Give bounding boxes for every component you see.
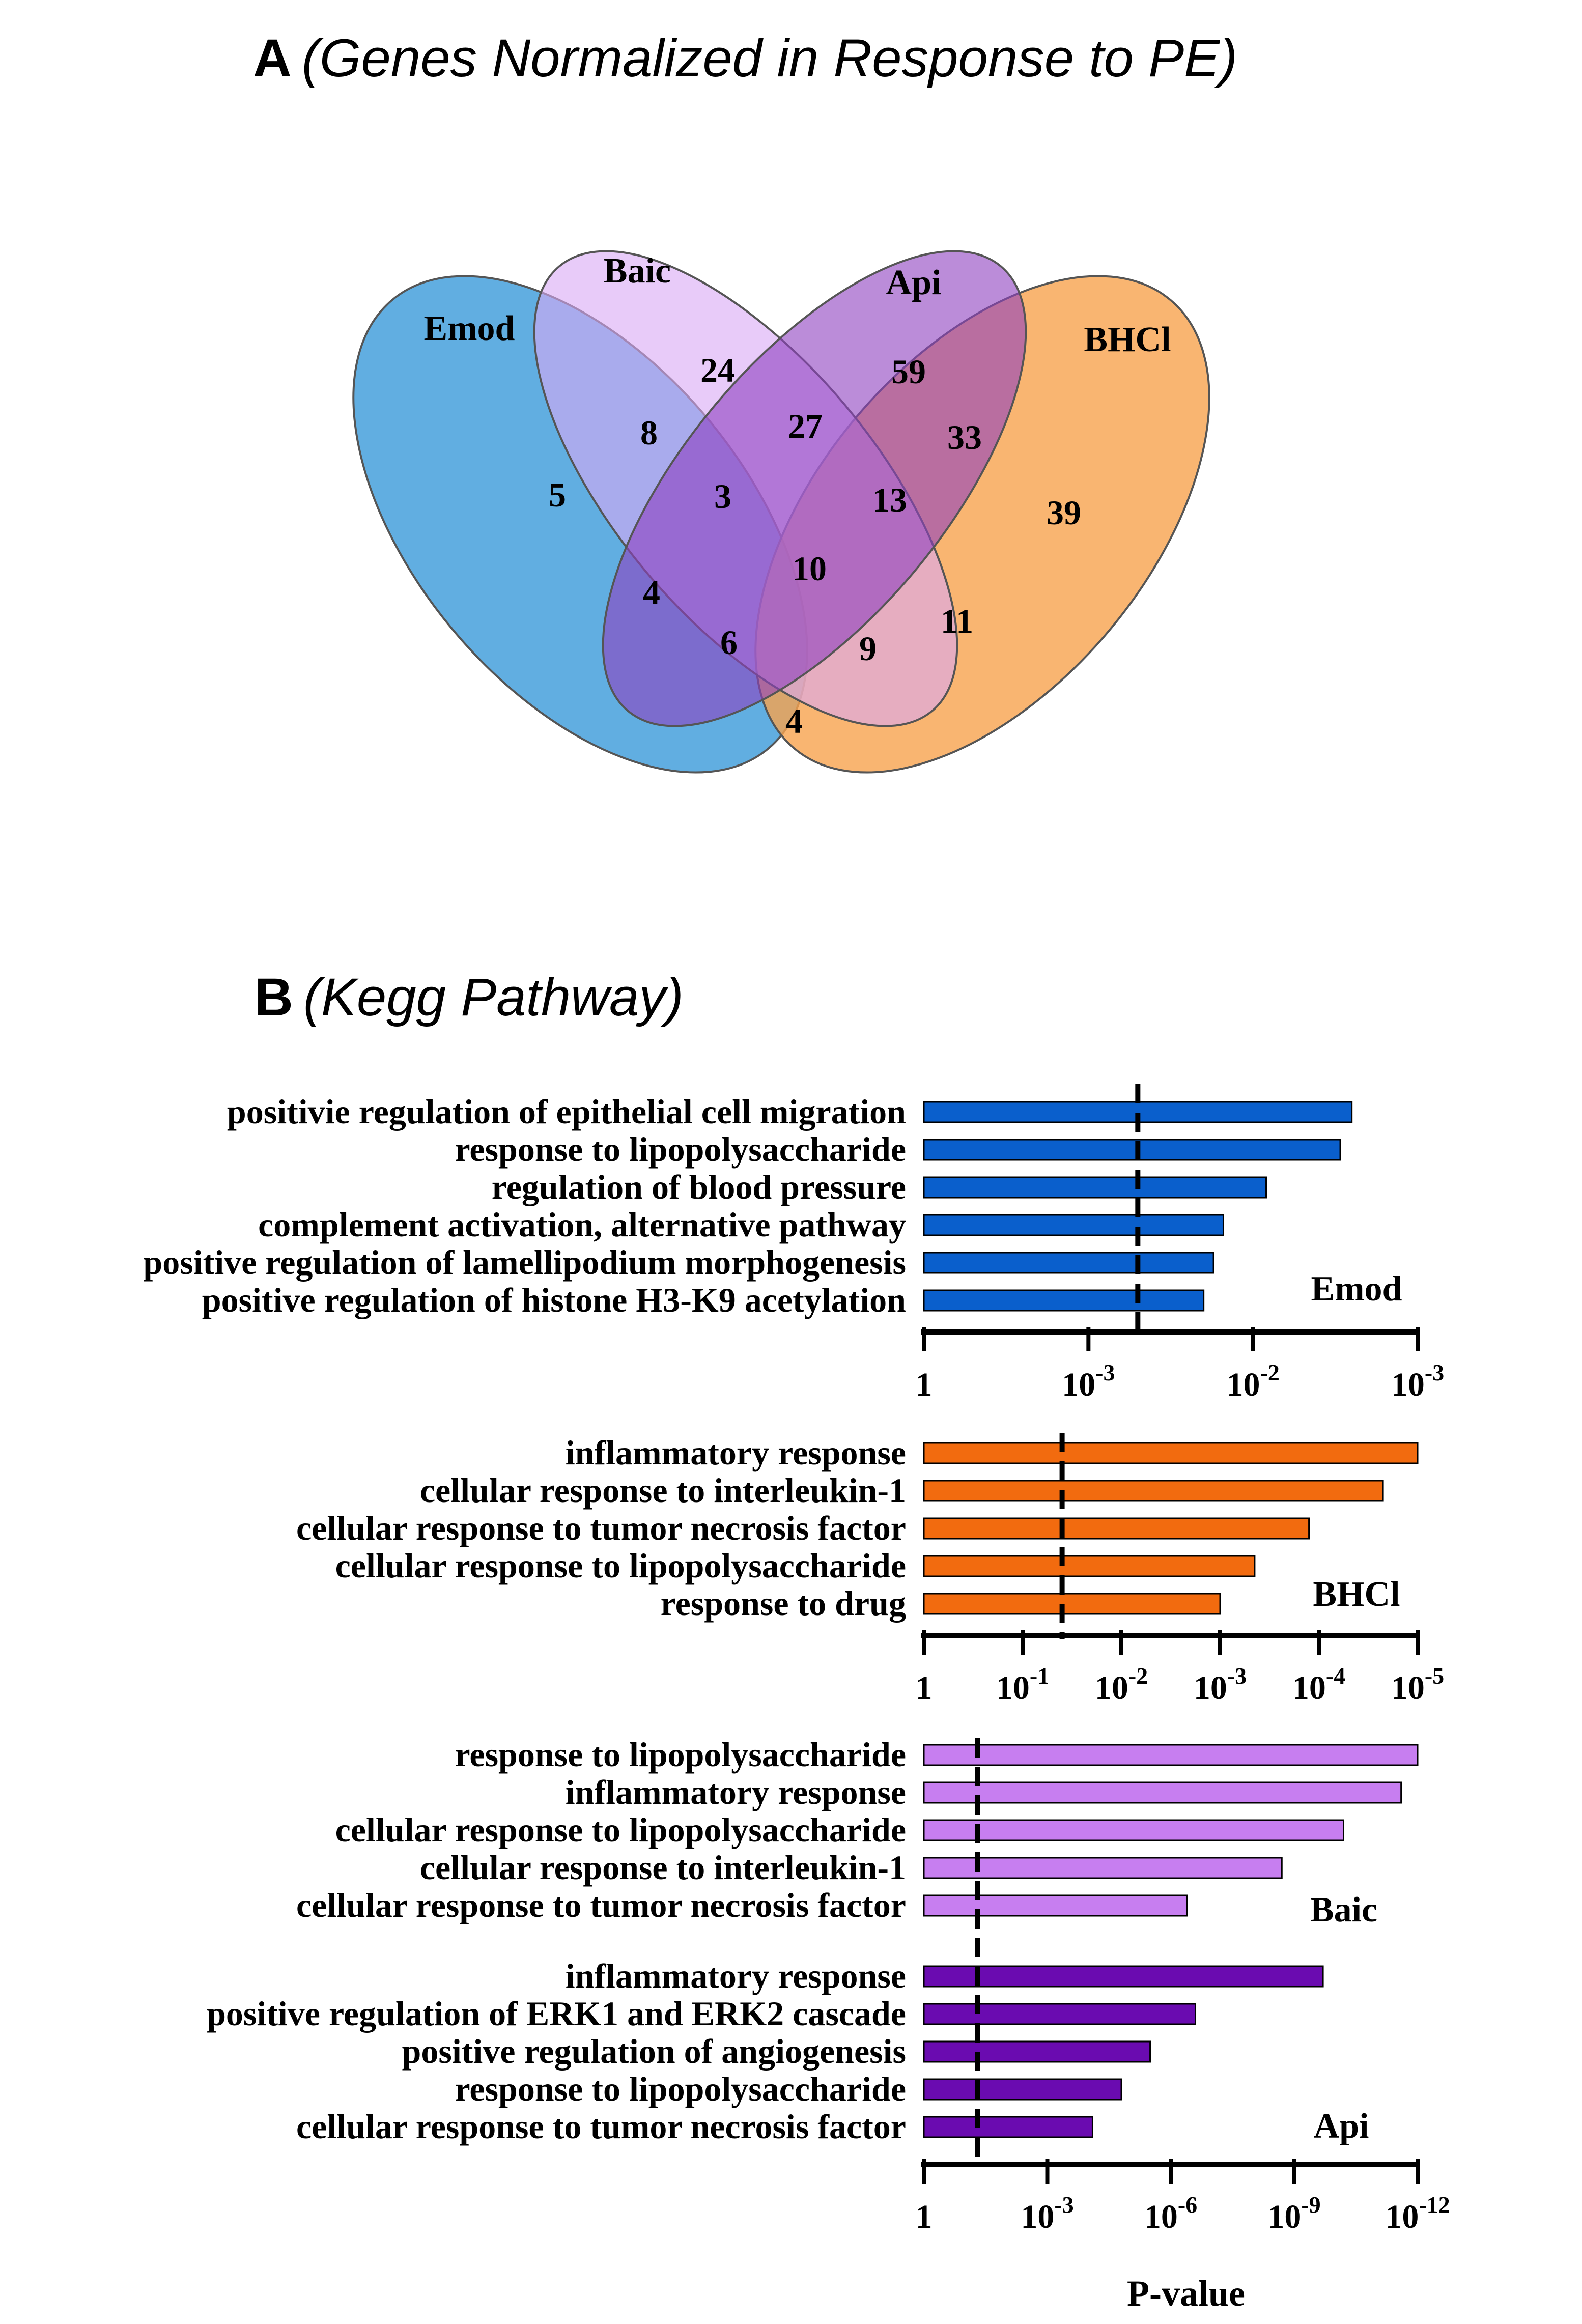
bar-category-label: response to drug — [660, 1584, 906, 1623]
x-tick-label: $10^{-9}$ — [1267, 2192, 1321, 2235]
bar — [924, 1966, 1323, 1987]
venn-label-api: Api — [886, 263, 942, 302]
kegg-bar-charts — [143, 1084, 1450, 2314]
venn-count-emod: 5 — [549, 475, 566, 514]
x-axis-api — [916, 2159, 1450, 2235]
venn-count-emod-baic: 8 — [640, 413, 658, 452]
group-label-api: Api — [1313, 2107, 1369, 2146]
bar-category-label: complement activation, alternative pathway — [258, 1205, 906, 1244]
bar-category-label: positive regulation of lamellipodium morphogenesis — [143, 1243, 906, 1282]
venn-count-emod-baic-api: 3 — [714, 477, 731, 516]
panel-a-subtitle: (Genes Normalized in Response to PE) — [301, 29, 1238, 88]
bar-category-label: cellular response to tumor necrosis factor — [296, 2107, 906, 2146]
bar — [924, 1253, 1213, 1273]
venn-count-baic: 24 — [700, 351, 735, 389]
x-axis-bhcl — [916, 1630, 1445, 1707]
bar — [924, 1782, 1401, 1803]
bar — [924, 1820, 1344, 1840]
x-tick-label: 1 — [915, 2198, 933, 2235]
bar — [924, 2042, 1150, 2062]
bar-category-label: positive regulation of histone H3-K9 acetylation — [202, 1281, 906, 1319]
group-label-emod: Emod — [1311, 1269, 1402, 1309]
bar-category-label: response to lipopolysaccharide — [455, 1735, 906, 1774]
bar-category-label: cellular response to tumor necrosis factor — [296, 1509, 906, 1547]
x-tick-label: $10^{-12}$ — [1385, 2192, 1450, 2235]
bar — [924, 1140, 1340, 1160]
bar-category-label: response to lipopolysaccharide — [455, 2070, 906, 2108]
venn-count-api-bhcl: 33 — [947, 418, 982, 457]
panel-b-letter: B — [255, 968, 293, 1027]
x-tick-label: $10^{-2}$ — [1094, 1663, 1148, 1707]
venn-label-bhcl: BHCl — [1084, 320, 1171, 359]
bar — [924, 1290, 1204, 1311]
venn-diagram — [265, 183, 1297, 855]
x-tick-label: $10^{-5}$ — [1391, 1663, 1445, 1707]
bar-chart-bhcl — [296, 1433, 1418, 1623]
x-tick-label: $10^{-1}$ — [996, 1663, 1050, 1707]
bar — [924, 1518, 1309, 1539]
x-tick-label: $10^{-3}$ — [1062, 1359, 1115, 1403]
bar-chart-api — [207, 1957, 1369, 2146]
venn-count-emod-api: 4 — [643, 573, 660, 612]
panel-b-subtitle: (Kegg Pathway) — [303, 968, 684, 1027]
bar-category-label: inflammatory response — [565, 1433, 906, 1472]
x-tick-label: $10^{-2}$ — [1226, 1359, 1280, 1403]
bar-chart-baic — [296, 1735, 1418, 1930]
bar-category-label: regulation of blood pressure — [491, 1168, 906, 1206]
panel-a-title — [253, 29, 1237, 88]
x-tick-label: 1 — [915, 1366, 933, 1403]
bar — [924, 1745, 1418, 1765]
bar-category-label: inflammatory response — [565, 1773, 906, 1811]
bar — [924, 2117, 1092, 2137]
x-axis-emod — [916, 1327, 1445, 1403]
bar-category-label: response to lipopolysaccharide — [455, 1130, 906, 1169]
venn-count-emod-api-bhcl: 6 — [720, 623, 738, 662]
x-tick-label: $10^{-3}$ — [1391, 1359, 1445, 1403]
bar-category-label: cellular response to tumor necrosis factor — [296, 1886, 906, 1924]
panel-a-letter: A — [253, 29, 292, 88]
x-tick-label: $10^{-4}$ — [1292, 1663, 1346, 1707]
bar — [924, 1594, 1220, 1614]
bar-category-label: cellular response to lipopolysaccharide — [335, 1810, 906, 1849]
bar-category-label: positivie regulation of epithelial cell migration — [227, 1092, 906, 1131]
venn-count-api: 59 — [891, 352, 926, 391]
bar — [924, 1481, 1383, 1501]
venn-label-emod: Emod — [423, 309, 515, 348]
x-axis-title: P-value — [1127, 2273, 1245, 2314]
venn-count-all: 10 — [792, 549, 827, 588]
panel-b-title — [255, 968, 684, 1027]
bar-category-label: cellular response to interleukin-1 — [419, 1848, 906, 1887]
venn-count-emod-baic-bhcl: 9 — [859, 629, 877, 668]
bar — [924, 1895, 1187, 1916]
bar — [924, 1215, 1223, 1235]
venn-count-baic-bhcl: 11 — [940, 602, 974, 640]
venn-label-baic: Baic — [603, 251, 671, 291]
group-label-bhcl: BHCl — [1313, 1575, 1400, 1614]
venn-count-baic-api: 27 — [788, 407, 823, 445]
group-label-baic: Baic — [1310, 1890, 1378, 1930]
x-tick-label: $10^{-3}$ — [1193, 1663, 1247, 1707]
bar — [924, 1177, 1266, 1198]
bar-chart-emod — [143, 1092, 1402, 1319]
venn-count-baic-api-bhcl: 13 — [872, 480, 907, 519]
bar-category-label: cellular response to lipopolysaccharide — [335, 1546, 906, 1585]
bar — [924, 1556, 1255, 1576]
bar-category-label: cellular response to interleukin-1 — [419, 1471, 906, 1510]
venn-count-bhcl: 39 — [1047, 493, 1081, 532]
bar — [924, 1443, 1418, 1463]
bar — [924, 2004, 1196, 2024]
x-tick-label: 1 — [915, 1669, 933, 1707]
x-tick-label: $10^{-3}$ — [1021, 2192, 1074, 2235]
venn-count-emod-bhcl: 4 — [785, 702, 803, 741]
bar — [924, 2079, 1121, 2100]
x-tick-label: $10^{-6}$ — [1144, 2192, 1198, 2235]
bar-category-label: positive regulation of ERK1 and ERK2 cascade — [207, 1994, 906, 2033]
bar-category-label: inflammatory response — [565, 1957, 906, 1995]
bar-category-label: positive regulation of angiogenesis — [402, 2032, 906, 2071]
